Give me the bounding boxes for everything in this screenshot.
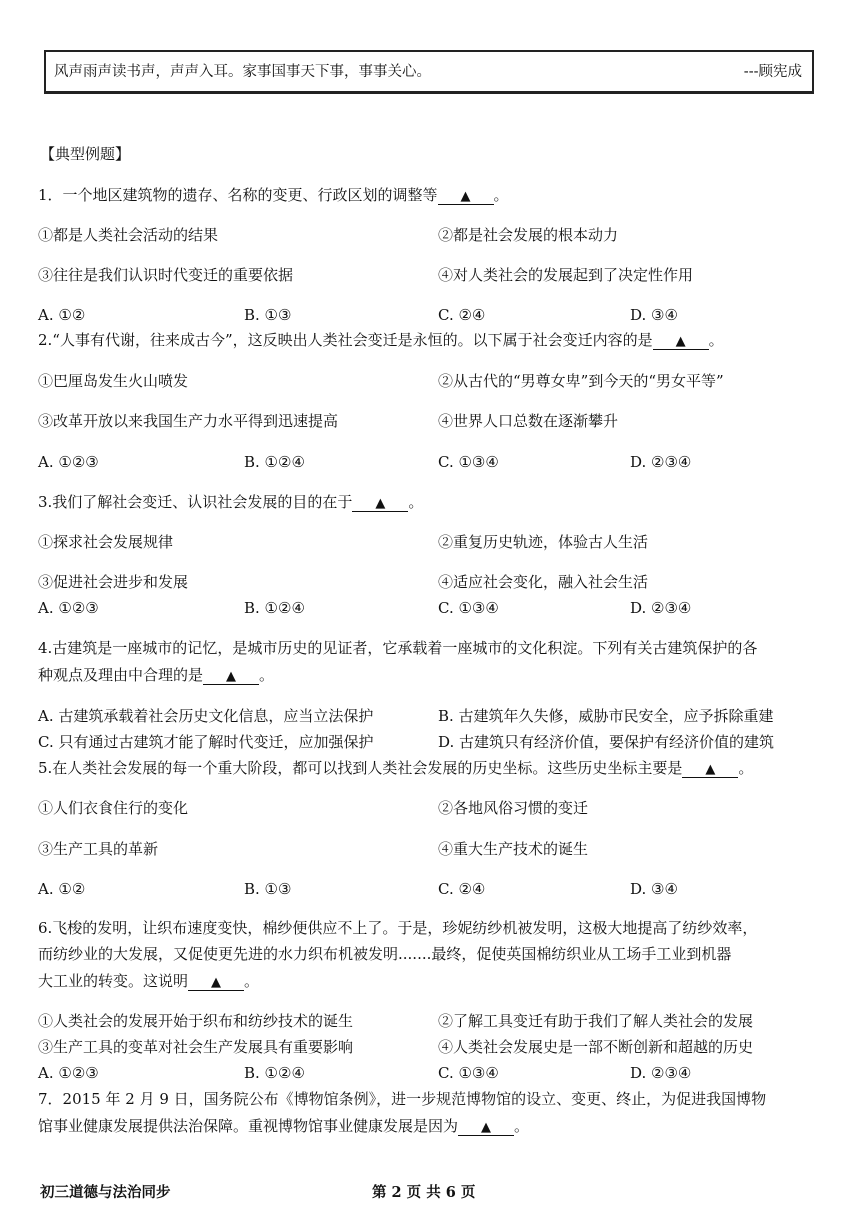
q1-choice-c[interactable]: C. ②④ [438,306,486,324]
q1-choice-d[interactable]: D. ③④ [630,306,678,324]
q2-item-3: ③改革开放以来我国生产力水平得到迅速提高 [38,412,339,430]
motto-author: ---顾宪成 [743,64,802,80]
footer-course: 初三道德与法治同步 [40,1184,171,1201]
q6-item-2: ②了解工具变迁有助于我们了解人类社会的发展 [438,1012,754,1030]
q1-item-3: ③往往是我们认识时代变迁的重要依据 [38,266,294,284]
answer-blank[interactable]: ▲ [682,761,738,778]
q6-choice-b[interactable]: B. ①②④ [244,1064,305,1082]
q4-choice-c[interactable]: C. 只有通过古建筑才能了解时代变迁，应加强保护 [38,733,374,751]
q2-item-1: ①巴厘岛发生火山喷发 [38,372,189,390]
q6-choice-d[interactable]: D. ②③④ [630,1064,692,1082]
q3-choice-d[interactable]: D. ②③④ [630,599,692,617]
answer-blank[interactable]: ▲ [352,495,408,512]
q1-item-4: ④对人类社会的发展起到了决定性作用 [438,266,694,284]
answer-blank[interactable]: ▲ [458,1119,514,1136]
q5-item-2: ②各地风俗习惯的变迁 [438,799,589,817]
q4-stem-line-1: 4.古建筑是一座城市的记忆，是城市历史的见证者，它承载着一座城市的文化积淀。下列有关古建筑保护的各 [38,639,758,657]
q6-stem-line-1: 6.飞梭的发明，让织布速度变快，棉纱便供应不上了。于是，珍妮纺纱机被发明，这极大地提高了纺纱效率， [38,919,758,937]
q3-item-1: ①探求社会发展规律 [38,533,174,551]
answer-blank[interactable]: ▲ [438,188,494,205]
q1-choice-a[interactable]: A. ①② [38,306,86,324]
q5-item-1: ①人们衣食住行的变化 [38,799,189,817]
q2-choice-d[interactable]: D. ②③④ [630,453,692,471]
answer-blank[interactable]: ▲ [653,333,709,350]
q5-choice-d[interactable]: D. ③④ [630,880,678,898]
q2-stem: 2.“人事有代谢，往来成古今”，这反映出人类社会变迁是永恒的。以下属于社会变迁内容的是 ▲ 。 [38,331,724,349]
q3-choice-a[interactable]: A. ①②③ [38,599,99,617]
q6-choice-c[interactable]: C. ①③④ [438,1064,499,1082]
q7-stem-line-2: 馆事业健康发展提供法治保障。重视博物馆事业健康发展是因为 ▲ 。 [38,1117,530,1135]
q5-item-3: ③生产工具的革新 [38,840,159,858]
q6-stem-line-2: 而纺纱业的大发展，又促使更先进的水力织布机被发明.......最终，促使英国棉纺织业从工场手工业到机器 [38,945,732,963]
q5-item-4: ④重大生产技术的诞生 [438,840,589,858]
q4-choice-b[interactable]: B. 古建筑年久失修，威胁市民安全，应予拆除重建 [438,707,774,725]
q4-choice-a[interactable]: A. 古建筑承载着社会历史文化信息，应当立法保护 [38,707,374,725]
q4-choice-d[interactable]: D. 古建筑只有经济价值，要保护有经济价值的建筑 [438,733,775,751]
q5-stem: 5.在人类社会发展的每一个重大阶段，都可以找到人类社会发展的历史坐标。这些历史坐标主要是 ▲ 。 [38,759,754,777]
q1-item-1: ①都是人类社会活动的结果 [38,226,219,244]
q3-choice-b[interactable]: B. ①②④ [244,599,305,617]
q2-choice-c[interactable]: C. ①③④ [438,453,499,471]
q7-stem-line-1: 7．2015 年 2 月 9 日，国务院公布《博物馆条例》，进一步规范博物馆的设立、变更、终止，为促进我国博物 [38,1090,767,1108]
q5-choice-a[interactable]: A. ①② [38,880,86,898]
q5-choice-c[interactable]: C. ②④ [438,880,486,898]
q2-item-4: ④世界人口总数在逐渐攀升 [438,412,619,430]
motto-text: 风声雨声读书声，声声入耳。家事国事天下事，事事关心。 [54,64,431,80]
q3-choice-c[interactable]: C. ①③④ [438,599,499,617]
q3-item-4: ④适应社会变化，融入社会生活 [438,573,649,591]
answer-blank[interactable]: ▲ [203,668,259,685]
q2-choice-b[interactable]: B. ①②④ [244,453,305,471]
q2-item-2: ②从古代的“男尊女卑”到今天的“男女平等” [438,372,724,390]
q6-choice-a[interactable]: A. ①②③ [38,1064,99,1082]
q6-item-4: ④人类社会发展史是一部不断创新和超越的历史 [438,1038,754,1056]
footer-page-number: 第 2 页 共 6 页 [372,1184,476,1201]
motto-box [44,50,814,94]
q3-stem: 3.我们了解社会变迁、认识社会发展的目的在于 ▲ 。 [38,493,424,511]
q4-stem-line-2: 种观点及理由中合理的是 ▲ 。 [38,666,275,684]
q6-item-3: ③生产工具的变革对社会生产发展具有重要影响 [38,1038,354,1056]
answer-blank[interactable]: ▲ [188,974,244,991]
q1-stem: 1．一个地区建筑物的遗存、名称的变更、行政区划的调整等 ▲ 。 [38,186,509,204]
q3-item-2: ②重复历史轨迹，体验古人生活 [438,533,649,551]
q6-stem-line-3: 大工业的转变。这说明 ▲ 。 [38,972,260,990]
q2-choice-a[interactable]: A. ①②③ [38,453,99,471]
section-title: 【典型例题】 [40,145,131,163]
q1-choice-b[interactable]: B. ①③ [244,306,292,324]
q5-choice-b[interactable]: B. ①③ [244,880,292,898]
q3-item-3: ③促进社会进步和发展 [38,573,189,591]
q1-item-2: ②都是社会发展的根本动力 [438,226,619,244]
q6-item-1: ①人类社会的发展开始于织布和纺纱技术的诞生 [38,1012,354,1030]
